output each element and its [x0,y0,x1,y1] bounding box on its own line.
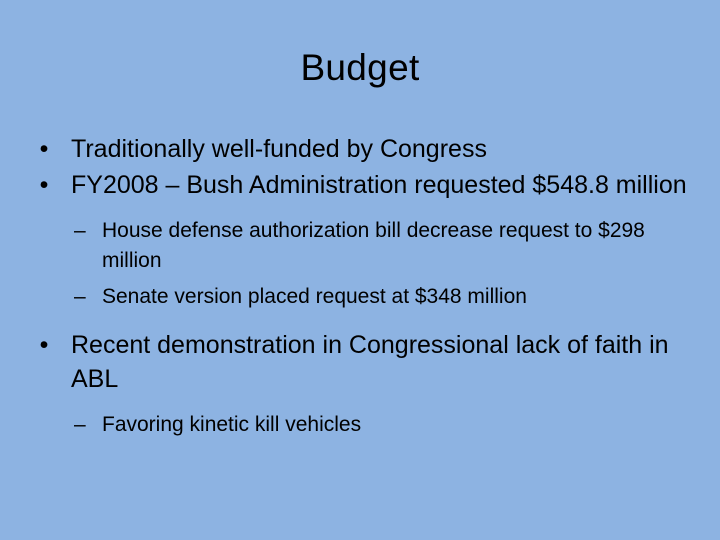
sub-bullet-item [74,216,692,276]
sub-bullet-text: Senate version placed request at $348 million [102,285,527,308]
dash-marker: – [74,219,86,242]
bullet-text: FY2008 – Bush Administration requested $548.8 million [71,171,687,199]
bullet-list [32,130,692,440]
bullet-item [32,328,692,396]
bullet-marker: • [39,171,49,199]
sub-bullet-text: Favoring kinetic kill vehicles [102,413,362,436]
sub-bullet-text: House defense authorization bill decrease request to $298 million [102,219,645,272]
bullet-item [32,132,692,166]
bullet-text: Recent demonstration in Congressional lack of faith in ABL [71,331,669,393]
dash-marker: – [74,285,86,308]
slide-title: Budget [300,47,420,88]
bullet-marker: • [39,331,49,359]
bullet-item [32,168,692,202]
sub-bullet-item [74,410,692,440]
bullet-marker: • [39,135,49,163]
dash-marker: – [74,413,86,436]
bullet-text: Traditionally well-funded by Congress [71,135,487,163]
sub-bullet-item [74,282,692,312]
